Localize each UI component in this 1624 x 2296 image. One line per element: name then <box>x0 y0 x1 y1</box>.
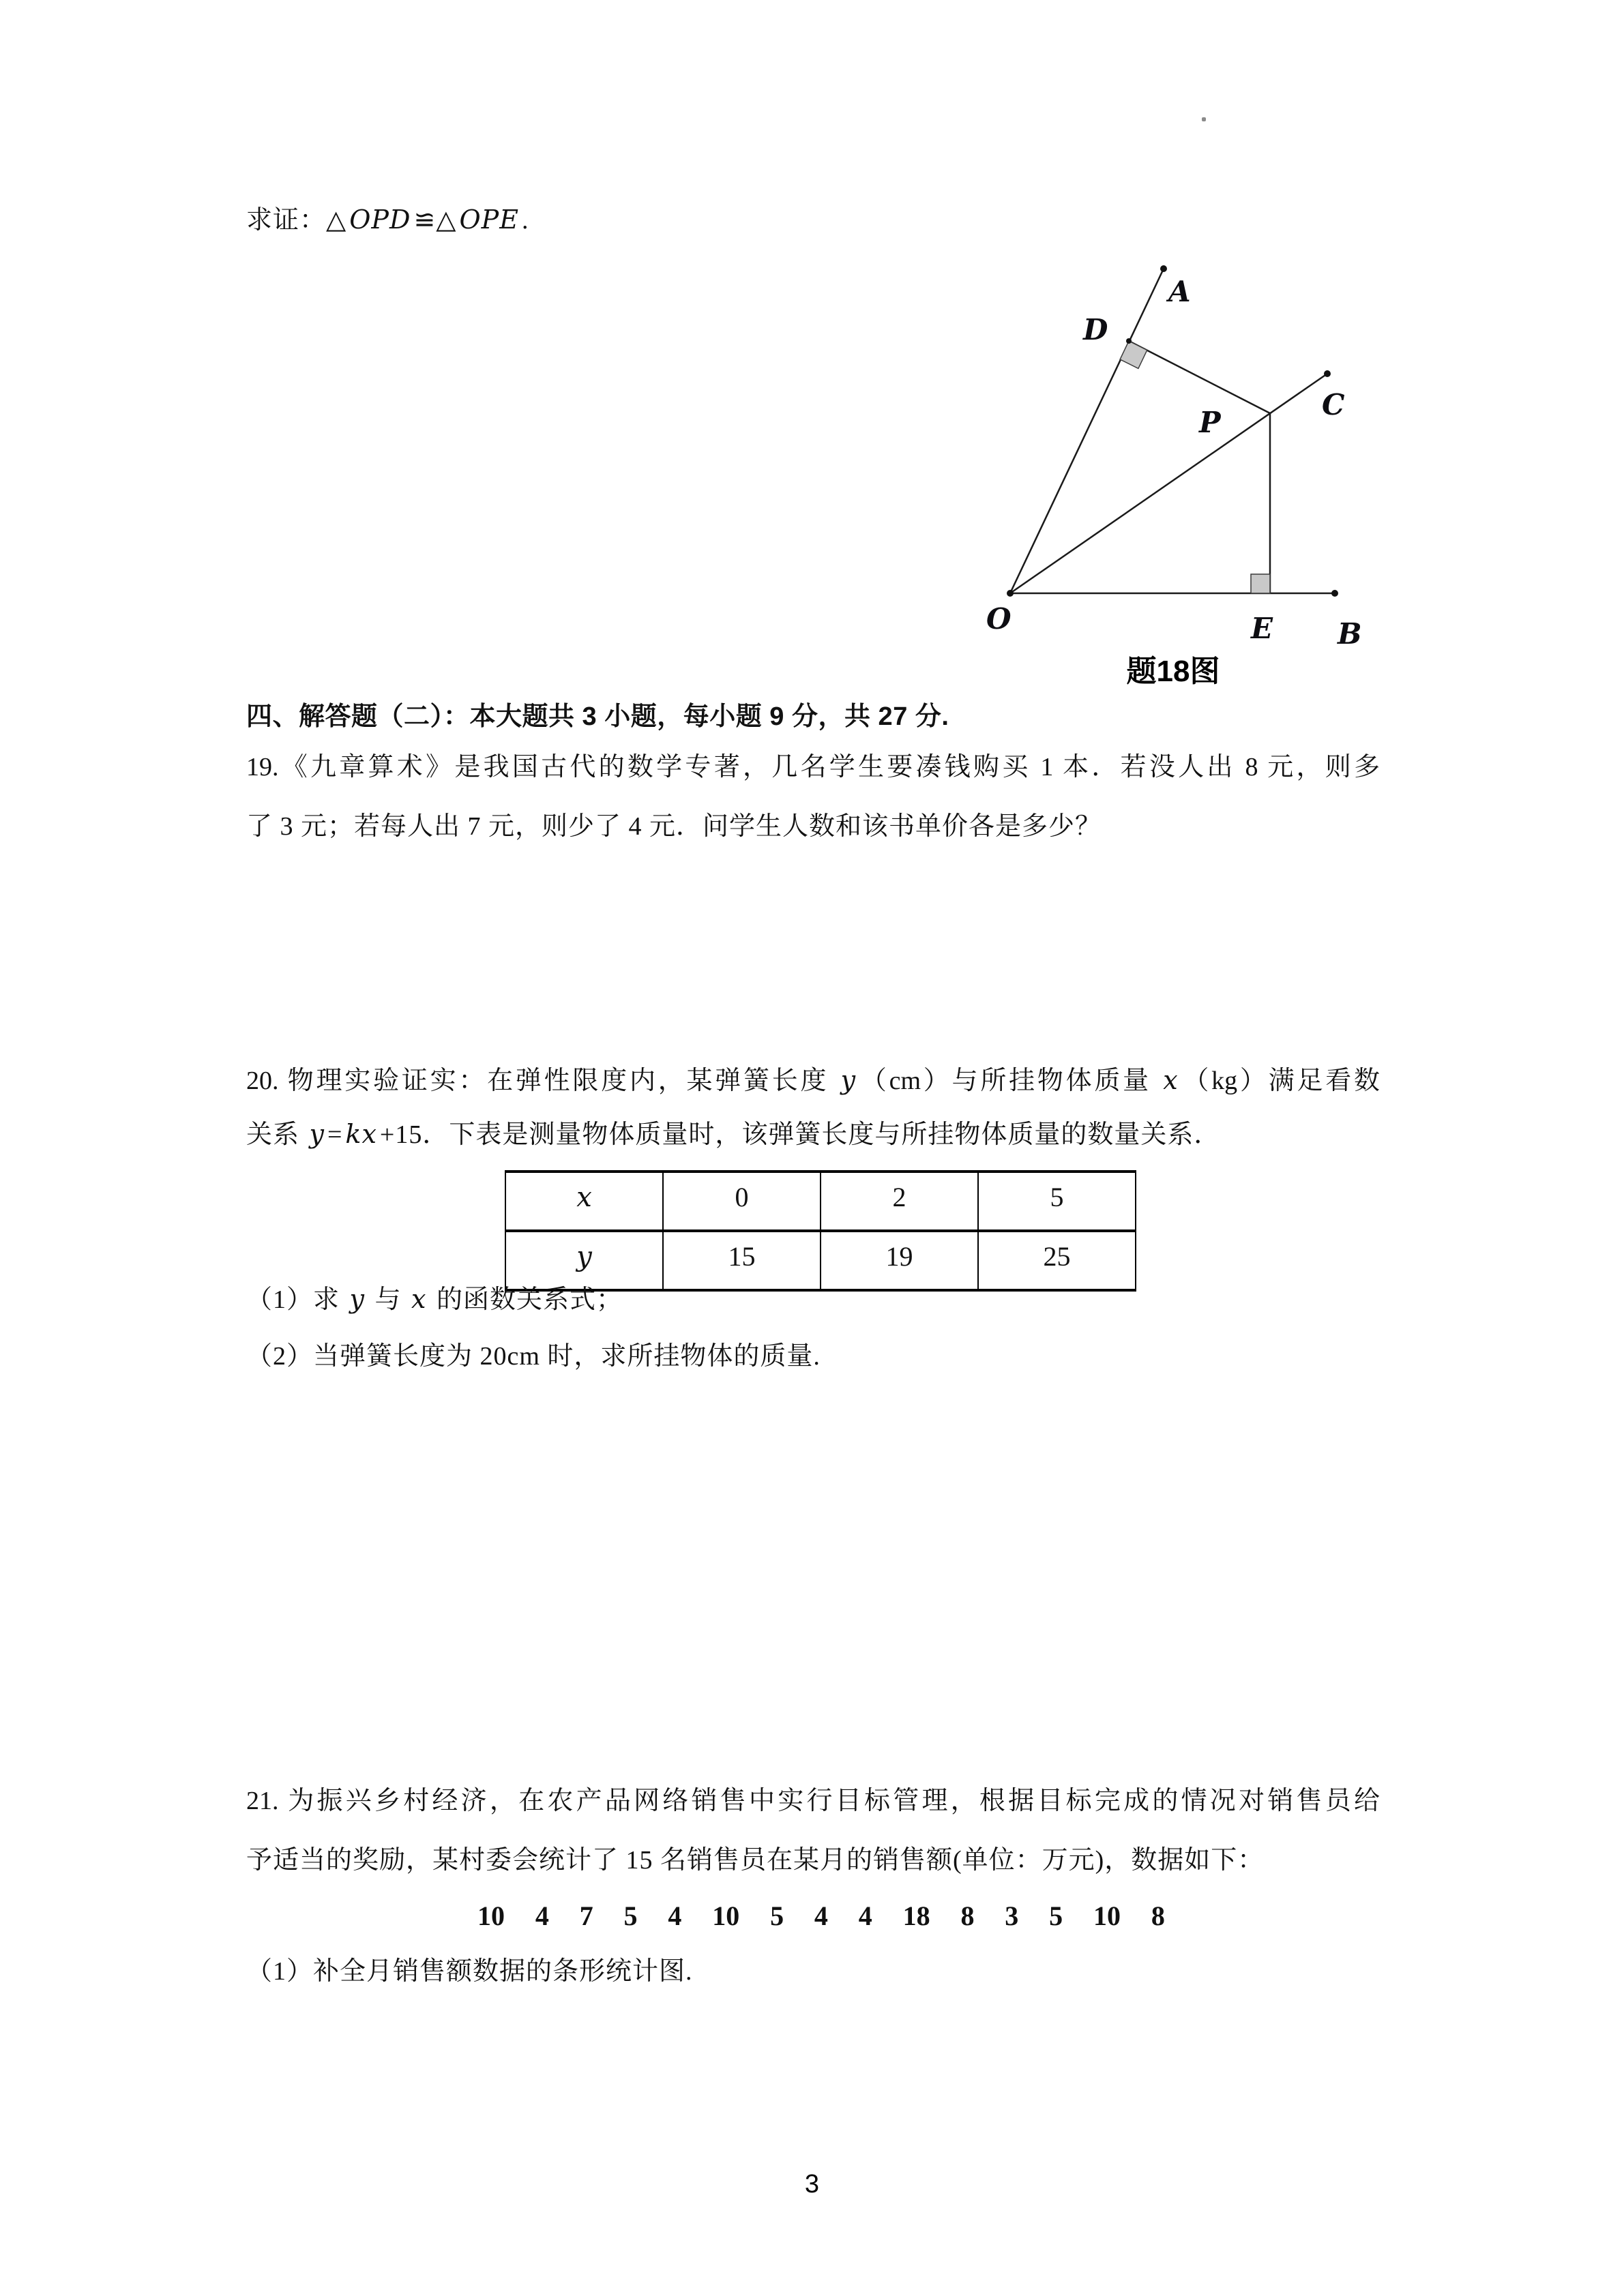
p20-l1-text-c: （kg）满足看数 <box>1180 1067 1380 1095</box>
page-number: 3 <box>804 2170 820 2198</box>
p20-l2-text-b: +15．下表是测量物体质量时，该弹簧长度与所挂物体质量的数量关系． <box>379 1120 1221 1149</box>
sales-value: 5 <box>623 1900 638 1931</box>
sales-value: 4 <box>858 1900 872 1931</box>
equals-sign: = <box>327 1120 343 1149</box>
triangle-ope-label: OPE <box>459 205 519 235</box>
label-E: E <box>1251 612 1273 645</box>
sales-value: 4 <box>668 1900 682 1931</box>
variable-kx: kx <box>345 1119 377 1149</box>
p20-table <box>505 1170 1136 1292</box>
variable-y3: y <box>349 1284 365 1314</box>
p21-line2: 予适当的奖励，某村委会统计了 15 名销售员在某月的销售额(单位：万元)，数据如下： <box>246 1846 1265 1875</box>
p20-q1-text-b: 与 <box>367 1285 409 1314</box>
variable-y2: y <box>309 1119 325 1149</box>
p20-l2-text-a: 关系 <box>246 1120 307 1149</box>
table-cell-x3: 5 <box>978 1172 1136 1231</box>
p20-l1-text-a: 20. 物理实验证实：在弹性限度内，某弹簧长度 <box>246 1067 838 1095</box>
table-cell-y2: 19 <box>821 1231 978 1290</box>
ray-OC <box>1010 374 1327 593</box>
geometry-figure <box>975 252 1385 706</box>
table-header-y: y <box>505 1231 663 1290</box>
table-row-x <box>505 1172 1136 1231</box>
p21-line1: 21. 为振兴乡村经济，在农产品网络销售中实行目标管理，根据目标完成的情况对销售员给 <box>246 1787 1380 1815</box>
table-cell-x2: 2 <box>821 1172 978 1231</box>
label-P: P <box>1199 406 1221 439</box>
proof-prefix: 求证：△ <box>246 206 347 235</box>
sales-value: 4 <box>814 1900 828 1931</box>
sales-value: 10 <box>1093 1900 1121 1931</box>
label-B: B <box>1338 617 1362 651</box>
sales-value: 8 <box>960 1900 975 1931</box>
figure-caption: 题18图 <box>1126 655 1220 688</box>
sales-value: 3 <box>1005 1900 1019 1931</box>
congruent-symbol: ≌△ <box>413 206 457 235</box>
table-cell-x1: 0 <box>663 1172 821 1231</box>
p20-question2: （2）当弹簧长度为 20cm 时，求所挂物体的质量. <box>246 1342 821 1371</box>
sales-value: 10 <box>477 1900 505 1931</box>
table-header-x: x <box>505 1172 663 1231</box>
variable-x: x <box>1163 1065 1178 1095</box>
table-cell-y3: 25 <box>978 1231 1136 1290</box>
variable-x2: x <box>411 1284 427 1314</box>
label-D: D <box>1083 313 1108 346</box>
right-angle-marker-E <box>1251 574 1270 593</box>
triangle-opd-label: OPD <box>349 205 411 235</box>
p19-line2: 了 3 元；若每人出 7 元，则少了 4 元．问学生人数和该书单价各是多少？ <box>246 812 1102 841</box>
sales-value: 5 <box>1049 1900 1063 1931</box>
right-angle-marker-D <box>1120 341 1147 368</box>
p20-q1-text-c: 的函数关系式； <box>429 1285 623 1314</box>
table-cell-y1: 15 <box>663 1231 821 1290</box>
proof-statement <box>246 203 1380 237</box>
p20-q1-text-a: （1）求 <box>246 1285 347 1314</box>
label-O: O <box>986 602 1012 636</box>
figure-drawing <box>975 252 1385 706</box>
sales-value: 7 <box>579 1900 593 1931</box>
p20-line2 <box>246 1117 1380 1152</box>
point-O-dot <box>1007 590 1014 597</box>
point-D-dot <box>1126 338 1132 344</box>
sales-value: 10 <box>712 1900 740 1931</box>
proof-suffix: . <box>521 206 529 235</box>
table-row-y <box>505 1231 1136 1290</box>
point-B-dot <box>1331 590 1338 597</box>
sales-value: 8 <box>1151 1900 1165 1931</box>
point-A-dot <box>1160 265 1167 272</box>
p20-l1-text-b: （cm）与所挂物体质量 <box>858 1067 1161 1095</box>
sales-value: 4 <box>535 1900 549 1931</box>
label-A: A <box>1168 275 1191 308</box>
p21-sales-data-row <box>477 1900 1165 1933</box>
p20-line1 <box>246 1063 1380 1098</box>
label-C: C <box>1322 388 1345 421</box>
speck-artifact <box>1202 117 1206 121</box>
section-four-heading: 四、解答题（二）：本大题共 3 小题，每小题 9 分，共 27 分. <box>246 702 949 731</box>
p19-line1: 19.《九章算术》是我国古代的数学专著，几名学生要凑钱购买 1 本．若没人出 8 元，则多 <box>246 753 1380 781</box>
point-C-dot <box>1324 370 1331 377</box>
sales-value: 18 <box>902 1900 930 1931</box>
p21-question1: （1）补全月销售额数据的条形统计图. <box>246 1957 693 1986</box>
sales-value: 5 <box>770 1900 784 1931</box>
segment-DP <box>1129 341 1270 413</box>
p20-question1 <box>246 1282 1380 1317</box>
variable-y: y <box>840 1065 856 1095</box>
